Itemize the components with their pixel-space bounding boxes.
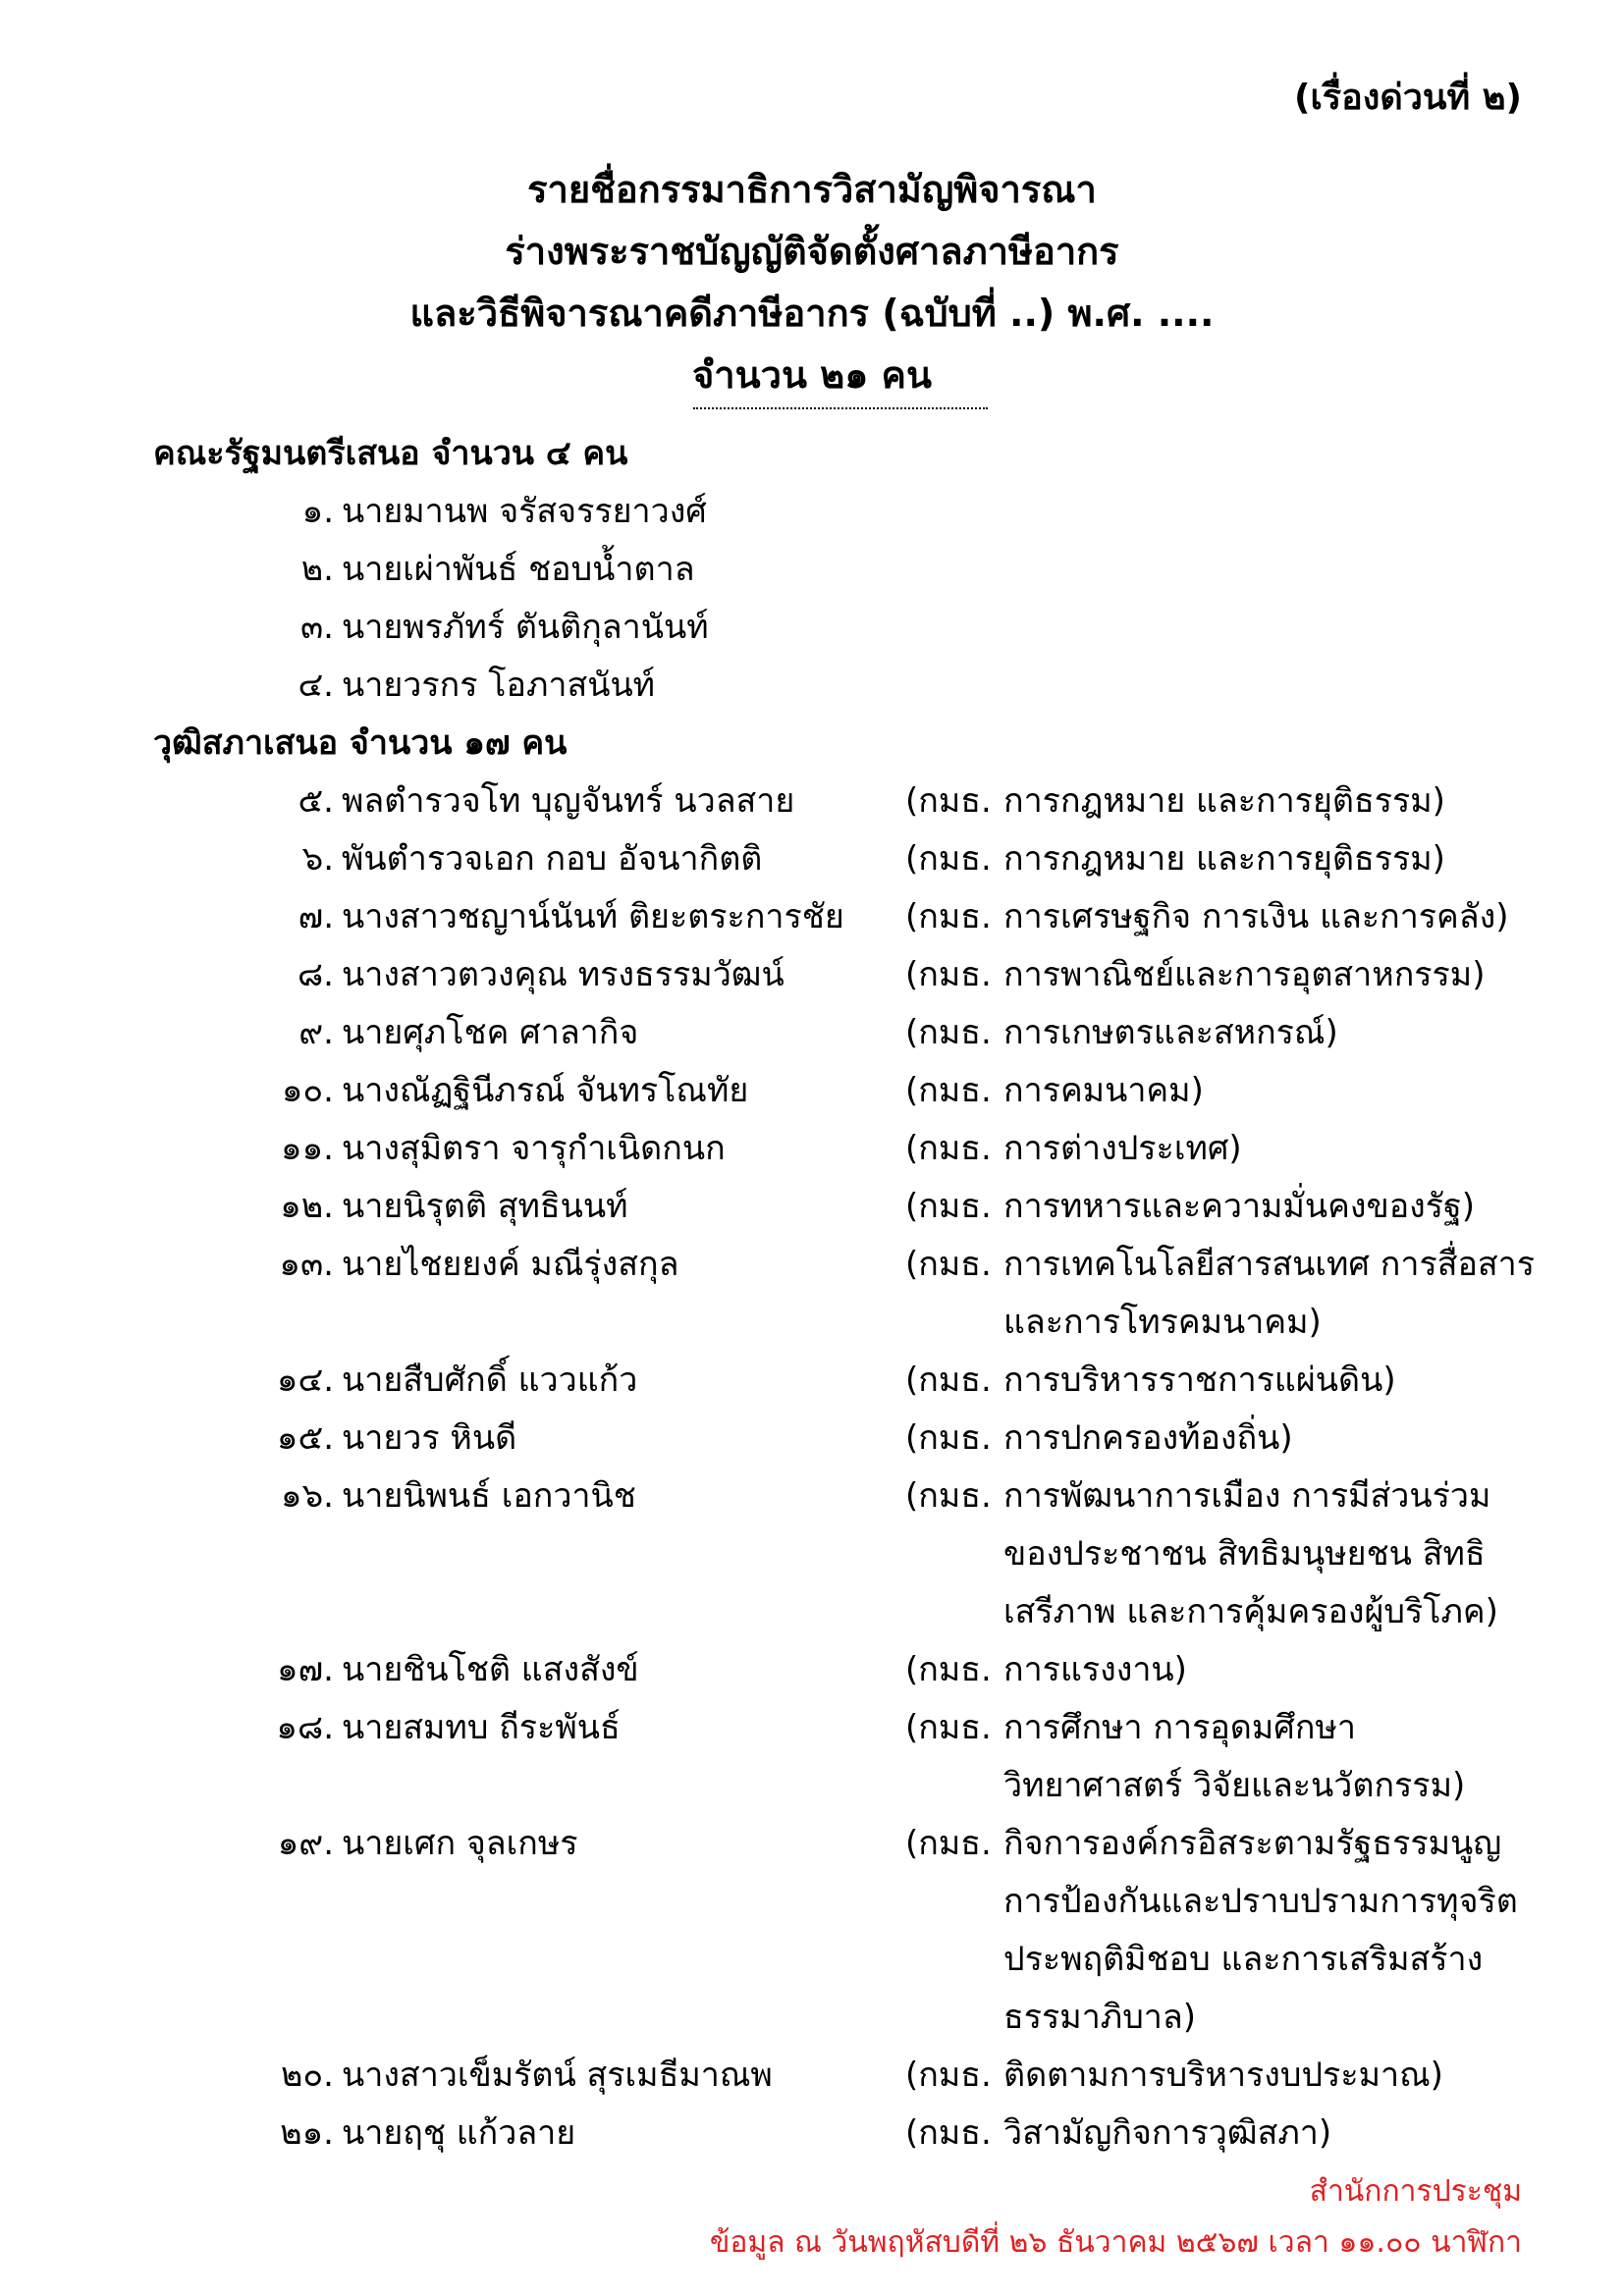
committee-name (1003, 1120, 1242, 1178)
committee-name (1003, 830, 1445, 888)
member-row (0, 599, 1624, 657)
cabinet-heading: คณะรัฐมนตรีเสนอ จำนวน ๔ คน (153, 434, 628, 473)
member-name: นางสุมิตรา จารุกำเนิดกนก (342, 1129, 726, 1168)
member-number: ๑๗. (277, 1650, 334, 1689)
member-row (0, 1120, 1624, 1178)
committee-line: ติดตามการบริหารงบประมาณ) (1003, 2056, 1443, 2095)
committee-prefix: (กมธ. (905, 2056, 992, 2095)
member-number: ๓. (299, 608, 334, 647)
senate-members (0, 773, 1624, 2163)
committee-line: การกฎหมาย และการยุติธรรม) (1003, 781, 1445, 821)
member-row (0, 1468, 1624, 1641)
member-name: นายฤชุ แก้วลาย (342, 2113, 576, 2153)
committee-prefix: (กมธ. (905, 1187, 992, 1226)
member-number: ๑๔. (276, 1361, 334, 1400)
member-row (0, 657, 1624, 715)
member-name: นายมานพ จรัสจรรยาวงศ์ (342, 492, 707, 531)
document-title (0, 159, 1624, 406)
committee-line: การบริหารราชการแผ่นดิน) (1003, 1361, 1396, 1400)
member-name: พันตำรวจเอก กอบ อัจนากิตติ (342, 839, 763, 879)
committee-prefix: (กมธ. (905, 1824, 992, 1863)
member-number: ๘. (297, 955, 334, 994)
committee-name (1003, 1410, 1293, 1468)
committee-prefix: (กมธ. (905, 1361, 992, 1400)
committee-prefix: (กมธ. (905, 1129, 992, 1168)
committee-line: การเศรษฐกิจ การเงิน และการคลัง) (1003, 897, 1509, 936)
footer (710, 2166, 1522, 2269)
committee-line: การพาณิชย์และการอุตสาหกรรม) (1003, 955, 1486, 994)
committee-name (1003, 2105, 1331, 2163)
member-name: นายนิพนธ์ เอกวานิช (342, 1476, 636, 1516)
title-line-3: และวิธีพิจารณาคดีภาษีอากร (ฉบับที่ ..) พ.ศ. .... (409, 292, 1215, 335)
title-line-4: จำนวน ๒๑ คน (692, 353, 932, 397)
member-name: นายเศก จุลเกษร (342, 1824, 578, 1863)
member-row (0, 1410, 1624, 1468)
committee-prefix: (กมธ. (905, 2113, 992, 2153)
committee-line: วิสามัญกิจการวุฒิสภา) (1003, 2113, 1332, 2153)
member-name: นายสืบศักดิ์ แววแก้ว (342, 1361, 638, 1400)
member-number: ๑๐. (281, 1071, 334, 1110)
member-row (0, 483, 1624, 541)
committee-prefix: (กมธ. (905, 897, 992, 936)
member-number: ๑๙. (277, 1824, 334, 1863)
member-name: นายพรภัทร์ ตันติกุลานันท์ (342, 608, 709, 647)
committee-name (1003, 1699, 1465, 1815)
member-number: ๒๑. (280, 2113, 334, 2153)
member-row (0, 830, 1624, 888)
committee-line: การป้องกันและปราบปรามการทุจริต (1003, 1882, 1518, 1921)
member-name: นายไชยยงค์ มณีรุ่งสกุล (342, 1245, 679, 1284)
member-name: นางสาวชญาน์นันท์ ติยะตระการชัย (342, 897, 844, 936)
title-divider (693, 407, 988, 409)
committee-line: การต่างประเทศ) (1003, 1129, 1242, 1168)
committee-prefix: (กมธ. (905, 1650, 992, 1689)
committee-prefix: (กมธ. (905, 1418, 992, 1458)
committee-name (1003, 1062, 1204, 1120)
committee-prefix: (กมธ. (905, 1245, 992, 1284)
committee-line: วิทยาศาสตร์ วิจัยและนวัตกรรม) (1003, 1766, 1466, 1805)
committee-name (1003, 1815, 1518, 2047)
committee-name (1003, 773, 1445, 830)
member-name: นางณัฏฐินีภรณ์ จันทรโณทัย (342, 1071, 749, 1110)
member-row (0, 541, 1624, 599)
member-list (0, 425, 1624, 2163)
committee-name (1003, 1236, 1535, 1352)
committee-name (1003, 2047, 1443, 2105)
committee-line: การเกษตรและสหกรณ์) (1003, 1013, 1338, 1052)
member-number: ๔. (298, 666, 334, 705)
title-line-2: ร่างพระราชบัญญัติจัดตั้งศาลภาษีอากร (505, 230, 1119, 273)
member-number: ๑๓. (279, 1245, 334, 1284)
member-number: ๒๐. (281, 2056, 334, 2095)
member-number: ๑๖. (281, 1476, 334, 1516)
member-row (0, 946, 1624, 1004)
urgent-label: (เรื่องด่วนที่ ๒) (1294, 78, 1522, 118)
committee-prefix: (กมธ. (905, 781, 992, 821)
member-name: นายเผ่าพันธ์ ชอบน้ำตาล (342, 550, 695, 589)
committee-name (1003, 946, 1485, 1004)
committee-line: ธรรมาภิบาล) (1003, 1998, 1196, 2037)
member-row (0, 1815, 1624, 2047)
committee-line: การแรงงาน) (1003, 1650, 1187, 1689)
member-name: นายวรกร โอภาสนันท์ (342, 666, 656, 705)
member-number: ๙. (298, 1013, 334, 1052)
member-number: ๒. (300, 550, 334, 589)
committee-name (1003, 888, 1509, 946)
committee-line: การศึกษา การอุดมศึกษา (1003, 1708, 1356, 1747)
committee-line: การพัฒนาการเมือง การมีส่วนร่วม (1003, 1476, 1491, 1516)
committee-line: การคมนาคม) (1003, 1071, 1204, 1110)
member-row (0, 1641, 1624, 1699)
committee-name (1003, 1468, 1498, 1641)
committee-prefix: (กมธ. (905, 1013, 992, 1052)
member-row (0, 773, 1624, 830)
member-row (0, 1062, 1624, 1120)
member-row (0, 1699, 1624, 1815)
committee-line: และการโทรคมนาคม) (1003, 1303, 1322, 1342)
member-row (0, 1004, 1624, 1062)
committee-line: การทหารและความมั่นคงของรัฐ) (1003, 1187, 1476, 1226)
committee-prefix: (กมธ. (905, 1476, 992, 1516)
committee-line: การกฎหมาย และการยุติธรรม) (1003, 839, 1445, 879)
member-name: นางสาวตวงคุณ ทรงธรรมวัฒน์ (342, 955, 785, 994)
committee-name (1003, 1178, 1475, 1236)
member-number: ๗. (298, 897, 334, 936)
committee-line: การเทคโนโลยีสารสนเทศ การสื่อสาร (1003, 1245, 1535, 1284)
committee-line: ของประชาชน สิทธิมนุษยชน สิทธิ (1003, 1534, 1486, 1574)
committee-name (1003, 1352, 1396, 1410)
member-number: ๑๑. (281, 1129, 334, 1168)
member-number: ๑๘. (276, 1708, 334, 1747)
committee-prefix: (กมธ. (905, 839, 992, 879)
member-name: นายศุภโชค ศาลากิจ (342, 1013, 639, 1052)
member-name: นายสมทบ ถีระพันธ์ (342, 1708, 621, 1747)
member-name: พลตำรวจโท บุญจันทร์ นวลสาย (342, 781, 795, 821)
committee-line: เสรีภาพ และการคุ้มครองผู้บริโภค) (1003, 1592, 1498, 1631)
footer-timestamp: ข้อมูล ณ วันพฤหัสบดีที่ ๒๖ ธันวาคม ๒๕๖๗ เวลา ๑๑.๐๐ นาฬิกา (709, 2225, 1522, 2260)
committee-prefix: (กมธ. (905, 1708, 992, 1747)
member-number: ๕. (298, 781, 334, 821)
member-number: ๑. (301, 492, 334, 531)
member-row (0, 888, 1624, 946)
member-name: นางสาวเข็มรัตน์ สุรเมธีมาณพ (342, 2056, 773, 2095)
member-row (0, 1236, 1624, 1352)
member-name: นายนิรุตติ สุทธินนท์ (342, 1187, 628, 1226)
footer-office: สำนักการประชุม (1309, 2174, 1522, 2209)
member-row (0, 2047, 1624, 2105)
senate-heading: วุฒิสภาเสนอ จำนวน ๑๗ คน (153, 723, 568, 763)
title-line-1: รายชื่อกรรมาธิการวิสามัญพิจารณา (527, 168, 1097, 211)
committee-line: ประพฤติมิชอบ และการเสริมสร้าง (1003, 1940, 1484, 1979)
member-name: นายวร หินดี (342, 1418, 517, 1458)
member-row (0, 1352, 1624, 1410)
member-row (0, 2105, 1624, 2163)
member-number: ๑๒. (280, 1187, 334, 1226)
member-row (0, 1178, 1624, 1236)
member-number: ๖. (301, 839, 334, 879)
cabinet-members (0, 483, 1624, 715)
committee-name (1003, 1004, 1338, 1062)
committee-prefix: (กมธ. (905, 955, 992, 994)
committee-line: กิจการองค์กรอิสระตามรัฐธรรมนูญ (1003, 1824, 1502, 1863)
member-name: นายชินโชติ แสงสังข์ (342, 1650, 639, 1689)
member-number: ๑๕. (276, 1418, 334, 1458)
committee-line: การปกครองท้องถิ่น) (1003, 1418, 1293, 1458)
committee-name (1003, 1641, 1187, 1699)
committee-prefix: (กมธ. (905, 1071, 992, 1110)
